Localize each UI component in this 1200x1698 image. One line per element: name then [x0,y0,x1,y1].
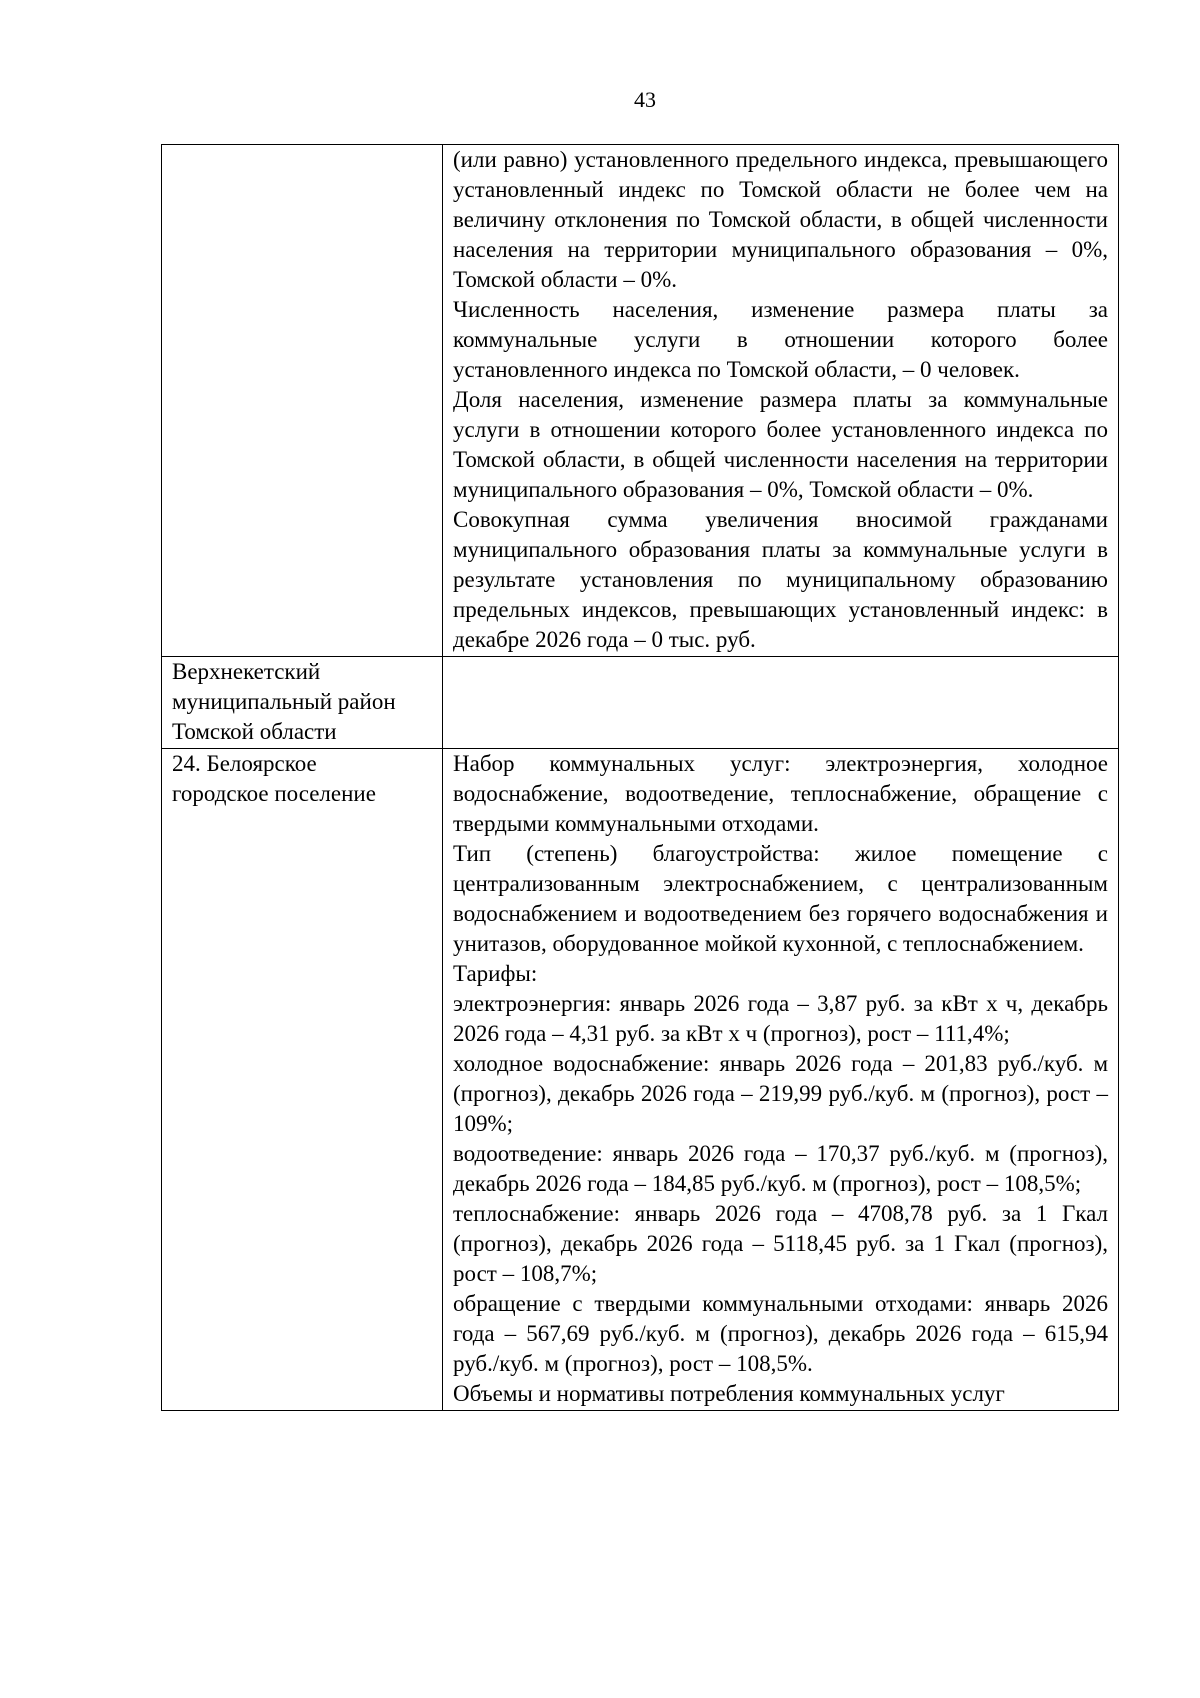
municipality-name-line: Верхнекетский [172,659,321,684]
description-cell [443,749,1119,1411]
table-row [162,749,1119,1411]
paragraph: Тип (степень) благоустройства: жилое помещение с централизованным электроснабжением, с централизованным водоснабжением и водоотведением без горячего водоснабжения и унитазов, оборудованное мойкой кухонной, с теплоснабжением. [453,841,1108,956]
paragraph: водоотведение: январь 2026 года – 170,37 руб./куб. м (прогноз), декабрь 2026 года – 184,85 руб./куб. м (прогноз), рост – 108,5%; [453,1141,1108,1196]
paragraph: теплоснабжение: январь 2026 года – 4708,78 руб. за 1 Гкал (прогноз), декабрь 2026 года – 5118,45 руб. за 1 Гкал (прогноз), рост – 108,7%; [453,1201,1108,1286]
municipality-name-line: муниципальный район [172,689,396,714]
municipality-name-line: городское поселение [172,781,376,806]
paragraph: Набор коммунальных услуг: электроэнергия, холодное водоснабжение, водоотведение, теплоснабжение, обращение с твердыми коммунальными отходами. [453,751,1108,836]
paragraph: холодное водоснабжение: январь 2026 года – 201,83 руб./куб. м (прогноз), декабрь 2026 года – 219,99 руб./куб. м (прогноз), рост – 109%; [453,1051,1108,1136]
municipality-cell [162,657,443,749]
paragraph: Доля населения, изменение размера платы за коммунальные услуги в отношении которого более установленного индекса по Томской области, в общей численности населения на территории муниципального образования – 0%, Томской области – 0%. [453,387,1108,502]
table-row [162,145,1119,657]
paragraph: Численность населения, изменение размера платы за коммунальные услуги в отношении которого более установленного индекса по Томской области, – 0 человек. [453,297,1108,382]
paragraph: обращение с твердыми коммунальными отходами: январь 2026 года – 567,69 руб./куб. м (прогноз), декабрь 2026 года – 615,94 руб./куб. м (прогноз), рост – 108,5%. [453,1291,1108,1376]
paragraph: (или равно) установленного предельного индекса, превышающего установленный индекс по Томской области не более чем на величину отклонения по Томской области, в общей численности населения на территории муниципального образования – 0%, Томской области – 0%. [453,147,1108,292]
municipality-name-line: Томской области [172,719,337,744]
description-cell [443,145,1119,657]
page-number: 43 [634,87,656,112]
paragraph: Тарифы: [453,961,538,986]
municipality-cell [162,749,443,1411]
municipality-name-line: 24. Белоярское [172,751,317,776]
paragraph: Совокупная сумма увеличения вносимой гражданами муниципального образования платы за коммунальные услуги в результате установления по муниципальному образованию предельных индексов, превышающих установленный индекс: в декабре 2026 года – 0 тыс. руб. [453,507,1108,652]
document-table [161,144,1119,1411]
description-cell [443,657,1119,749]
table-row [162,657,1119,749]
paragraph: электроэнергия: январь 2026 года – 3,87 руб. за кВт х ч, декабрь 2026 года – 4,31 руб. за кВт х ч (прогноз), рост – 111,4%; [453,991,1108,1046]
paragraph: Объемы и нормативы потребления коммунальных услуг [453,1381,1005,1406]
municipality-cell [162,145,443,657]
